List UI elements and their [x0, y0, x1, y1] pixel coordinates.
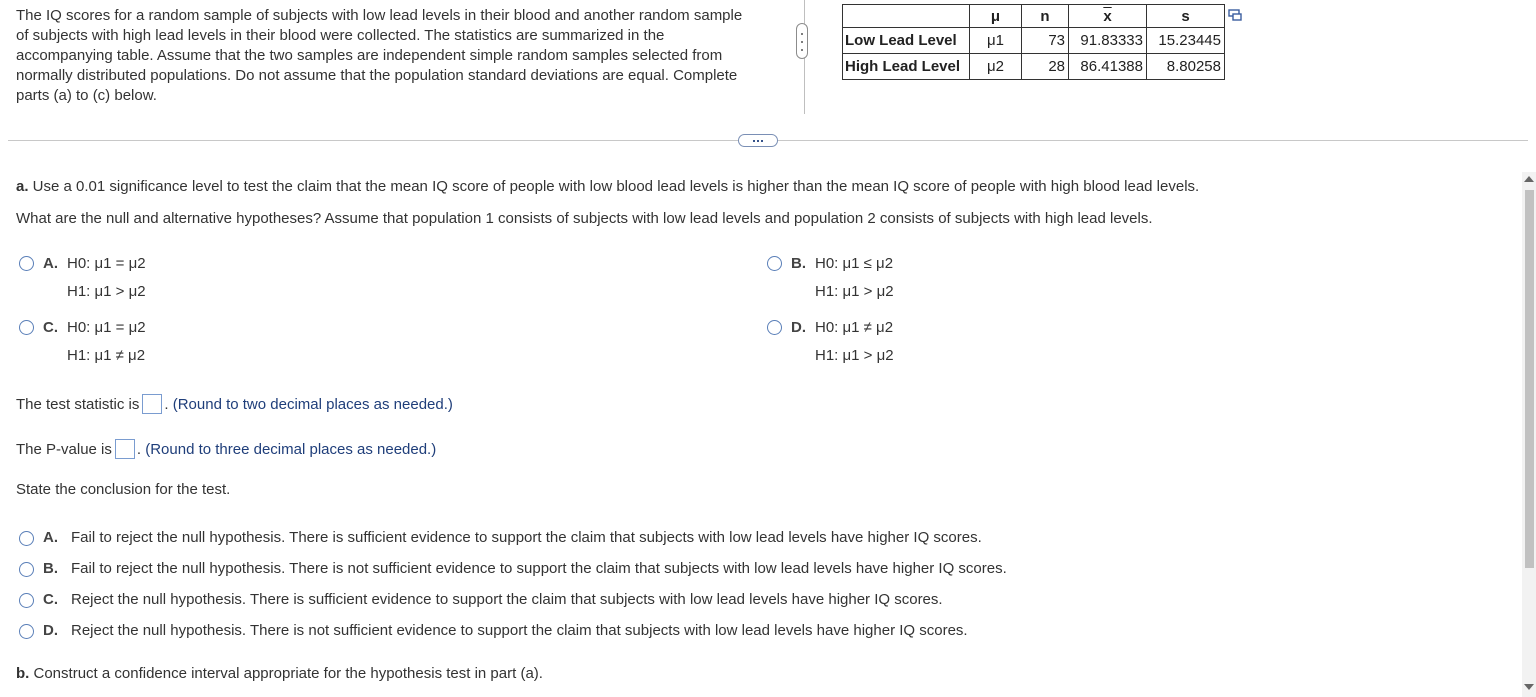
- table-header-cell: s: [1147, 5, 1225, 28]
- part-a-label: a.: [16, 178, 29, 195]
- option-letter: C.: [43, 591, 58, 608]
- row-xbar: 86.41388: [1069, 54, 1147, 80]
- option-text: Fail to reject the null hypothesis. There is not sufficient evidence to support the claim that subjects with low lead levels have higher IQ scores.: [71, 560, 1007, 577]
- null-hypothesis: H0: μ1 ≠ μ2: [815, 319, 894, 336]
- part-a-text: Use a 0.01 significance level to test the claim that the mean IQ score of people with low blood lead levels is higher than the mean IQ score of people with high blood lead levels.: [28, 178, 1200, 195]
- option-letter: A.: [43, 255, 58, 272]
- part-b-label: b.: [16, 665, 30, 682]
- part-b-text: Construct a confidence interval appropriate for the hypothesis test in part (a).: [29, 665, 543, 682]
- scroll-down-icon[interactable]: [1524, 684, 1534, 690]
- table-header-row: [843, 5, 1225, 28]
- null-hypothesis: H0: μ1 = μ2: [67, 255, 146, 272]
- problem-intro: The IQ scores for a random sample of subjects with low lead levels in their blood and another random sample of subjects with high lead levels in their blood were collected. The statistics are summarized in the accompanying table. Assume that the two samples are independent simple random samples selected from normally distributed populations. Do not assume that the population standard deviations are equal. Complete parts (a) to (c) below.: [16, 7, 743, 104]
- drag-handle-icon[interactable]: [796, 23, 808, 59]
- table-header-cell: μ: [970, 5, 1022, 28]
- option-letter: A.: [43, 529, 58, 546]
- table-header-cell: n: [1022, 5, 1069, 28]
- conclusion-option-b[interactable]: [19, 553, 1419, 584]
- scroll-up-icon[interactable]: [1524, 176, 1534, 182]
- radio-button[interactable]: [19, 531, 34, 546]
- conclusion-option-d[interactable]: [19, 615, 1419, 646]
- test-statistic-label: The test statistic is: [16, 396, 140, 413]
- part-a-prompt: [16, 177, 1199, 197]
- hypothesis-option-d[interactable]: [767, 319, 894, 370]
- option-text: Fail to reject the null hypothesis. There is sufficient evidence to support the claim that subjects with low lead levels have higher IQ scores.: [71, 529, 982, 546]
- radio-button[interactable]: [19, 593, 34, 608]
- conclusion-option-a[interactable]: [19, 522, 1419, 553]
- test-statistic-input[interactable]: [142, 394, 162, 414]
- row-mu: μ1: [970, 28, 1022, 54]
- table-row: [843, 54, 1225, 80]
- part-b-prompt: [16, 664, 543, 684]
- alt-hypothesis: H1: μ1 > μ2: [67, 283, 146, 300]
- radio-button[interactable]: [767, 320, 782, 335]
- table-row: [843, 28, 1225, 54]
- p-value-input[interactable]: [115, 439, 135, 459]
- radio-button[interactable]: [19, 320, 34, 335]
- row-s: 15.23445: [1147, 28, 1225, 54]
- statistics-table: [842, 4, 1225, 80]
- null-hypothesis: H0: μ1 ≤ μ2: [815, 255, 894, 272]
- hypothesis-option-b[interactable]: [767, 255, 894, 306]
- radio-button[interactable]: [767, 256, 782, 271]
- alt-hypothesis: H1: μ1 > μ2: [815, 283, 894, 300]
- rounding-hint: (Round to three decimal places as needed.): [145, 441, 437, 458]
- option-letter: C.: [43, 319, 58, 336]
- radio-button[interactable]: [19, 562, 34, 577]
- row-label: Low Lead Level: [843, 28, 970, 54]
- radio-button[interactable]: [19, 256, 34, 271]
- ellipsis-icon[interactable]: [738, 134, 778, 147]
- option-text: Reject the null hypothesis. There is sufficient evidence to support the claim that subjects with low lead levels have higher IQ scores.: [71, 591, 943, 608]
- null-hypothesis: H0: μ1 = μ2: [67, 319, 146, 336]
- test-statistic-row: The test statistic is . (Round to two decimal places as needed.): [16, 396, 453, 413]
- hypothesis-question: What are the null and alternative hypotheses? Assume that population 1 consists of subjects with low lead levels and population 2 consists of subjects with high lead levels.: [16, 210, 1153, 227]
- option-text: Reject the null hypothesis. There is not sufficient evidence to support the claim that subjects with low lead levels have higher IQ scores.: [71, 622, 968, 639]
- row-n: 28: [1022, 54, 1069, 80]
- table-header-cell: $\overline{x}$: [1069, 5, 1147, 28]
- conclusion-option-c[interactable]: [19, 584, 1419, 615]
- conclusion-prompt: State the conclusion for the test.: [16, 481, 231, 498]
- conclusion-options: [19, 522, 1419, 646]
- radio-button[interactable]: [19, 624, 34, 639]
- option-letter: B.: [43, 560, 58, 577]
- row-mu: μ2: [970, 54, 1022, 80]
- option-letter: D.: [43, 622, 58, 639]
- p-value-row: The P-value is . (Round to three decimal places as needed.): [16, 441, 437, 458]
- p-value-label: The P-value is: [16, 441, 112, 458]
- alt-hypothesis: H1: μ1 ≠ μ2: [67, 347, 146, 364]
- hypothesis-option-a[interactable]: [19, 255, 146, 306]
- row-s: 8.80258: [1147, 54, 1225, 80]
- rounding-hint: (Round to two decimal places as needed.): [172, 396, 453, 413]
- alt-hypothesis: H1: μ1 > μ2: [815, 347, 894, 364]
- hypothesis-option-c[interactable]: [19, 319, 146, 370]
- row-n: 73: [1022, 28, 1069, 54]
- option-letter: D.: [791, 319, 806, 336]
- row-label: High Lead Level: [843, 54, 970, 80]
- row-xbar: 91.83333: [1069, 28, 1147, 54]
- option-letter: B.: [791, 255, 806, 272]
- scrollbar-thumb[interactable]: [1525, 190, 1534, 568]
- table-header-cell: [843, 5, 970, 28]
- copy-icon[interactable]: [1228, 9, 1242, 21]
